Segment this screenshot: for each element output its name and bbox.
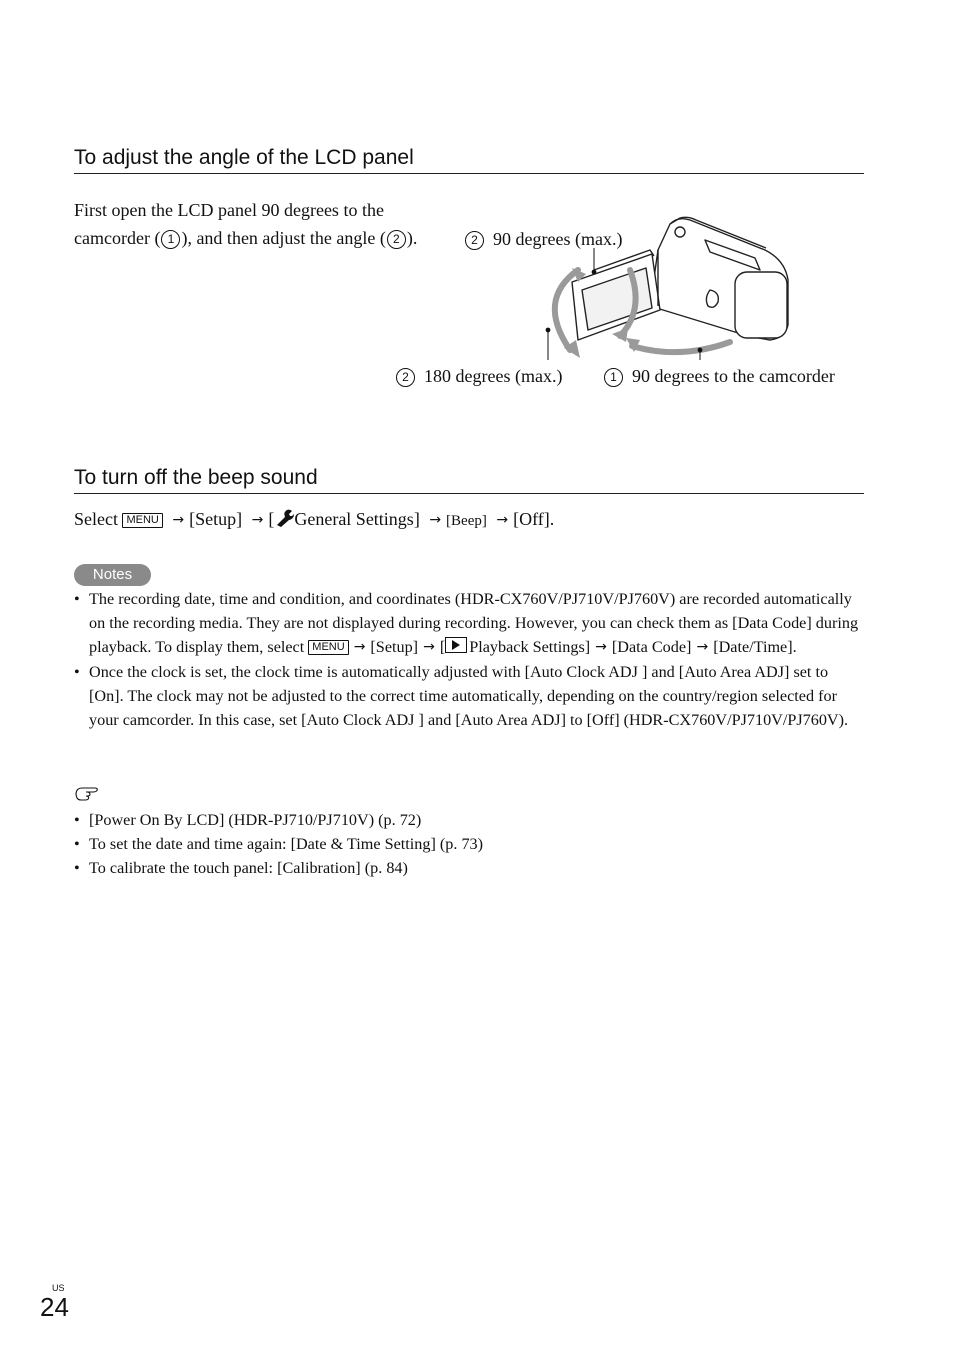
arrow-icon: → [251, 512, 264, 528]
reference-list [74, 808, 859, 881]
callout-90-camcorder [603, 366, 835, 387]
setup-label: [Setup] [189, 509, 243, 529]
beep-label: [Beep] [446, 513, 487, 529]
list-item[interactable]: • [Power On By LCD] (HDR-PJ710/PJ710V) (p. 72) [74, 808, 859, 832]
marker-2: 2 [396, 368, 415, 387]
lcd-angle-instructions [74, 196, 434, 252]
menu-key-icon: MENU [308, 640, 348, 655]
notes-badge: Notes [74, 564, 151, 586]
arrow-icon: → [423, 639, 435, 656]
callout-label: 180 degrees (max.) [424, 366, 563, 386]
menu-key-icon: MENU [122, 513, 162, 528]
arrow-icon: → [429, 512, 442, 528]
page-language: US [52, 1283, 65, 1293]
intro-text-b: ), and then adjust the angle ( [181, 228, 386, 248]
marker-1: 1 [161, 230, 180, 249]
callout-180-max [395, 366, 562, 387]
pointing-hand-icon [75, 784, 99, 802]
marker-2: 2 [387, 230, 406, 249]
section-heading-beep: To turn off the beep sound [74, 466, 864, 494]
bracket: [ [268, 509, 275, 529]
list-item[interactable]: • To calibrate the touch panel: [Calibration] (p. 84) [74, 856, 859, 880]
arrow-icon: → [595, 639, 607, 656]
list-item [74, 587, 859, 660]
play-icon [445, 637, 467, 653]
setup-label: [Setup] [370, 638, 419, 657]
off-label: [Off]. [513, 509, 555, 529]
intro-text-a: First open the LCD panel 90 degrees to the camcorder ( [74, 200, 384, 248]
callout-label: 90 degrees (max.) [493, 229, 623, 249]
note-text: The recording date, time and condition, and coordinates (HDR-CX760V/PJ710V/PJ760V) are recorded automatically on the recording media. They are not displayed during recording. However, you can check them as [Data Code] during playback. To display them, select [89, 590, 859, 657]
list-item: • Once the clock is set, the clock time is automatically adjusted with [Auto Clock ADJ ] and [Auto Area ADJ] set to [On]. The clock may not be adjusted to the correct time automatically, depending on the country/region selected for your camcorder. In this case, set [Auto Clock ADJ ] and [Auto Area ADJ] to [Off] (HDR-CX760V/PJ710V/PJ760V). [74, 660, 859, 733]
arrow-icon: → [172, 512, 185, 528]
marker-1: 1 [604, 368, 623, 387]
page-number: 24 [40, 1292, 69, 1322]
select-label: Select [74, 509, 118, 529]
section-heading-lcd-angle: To adjust the angle of the LCD panel [74, 146, 864, 174]
beep-menu-path [74, 509, 554, 530]
playback-settings-label: Playback Settings] [469, 638, 591, 657]
wrench-icon [274, 509, 294, 527]
notes-list [74, 587, 859, 732]
intro-text-c: ). [406, 228, 418, 248]
general-settings-label: General Settings] [294, 509, 420, 529]
marker-2: 2 [465, 231, 484, 250]
arrow-icon: → [696, 639, 709, 656]
arrow-icon: → [496, 512, 509, 528]
list-item[interactable]: • To set the date and time again: [Date & Time Setting] (p. 73) [74, 832, 859, 856]
bracket: [ [439, 638, 446, 657]
camcorder-lcd-illustration [530, 210, 795, 360]
callout-label: 90 degrees to the camcorder [632, 366, 835, 386]
data-code-label: [Data Code] [611, 638, 692, 657]
arrow-icon: → [353, 639, 366, 656]
date-time-label: [Date/Time]. [713, 638, 797, 657]
